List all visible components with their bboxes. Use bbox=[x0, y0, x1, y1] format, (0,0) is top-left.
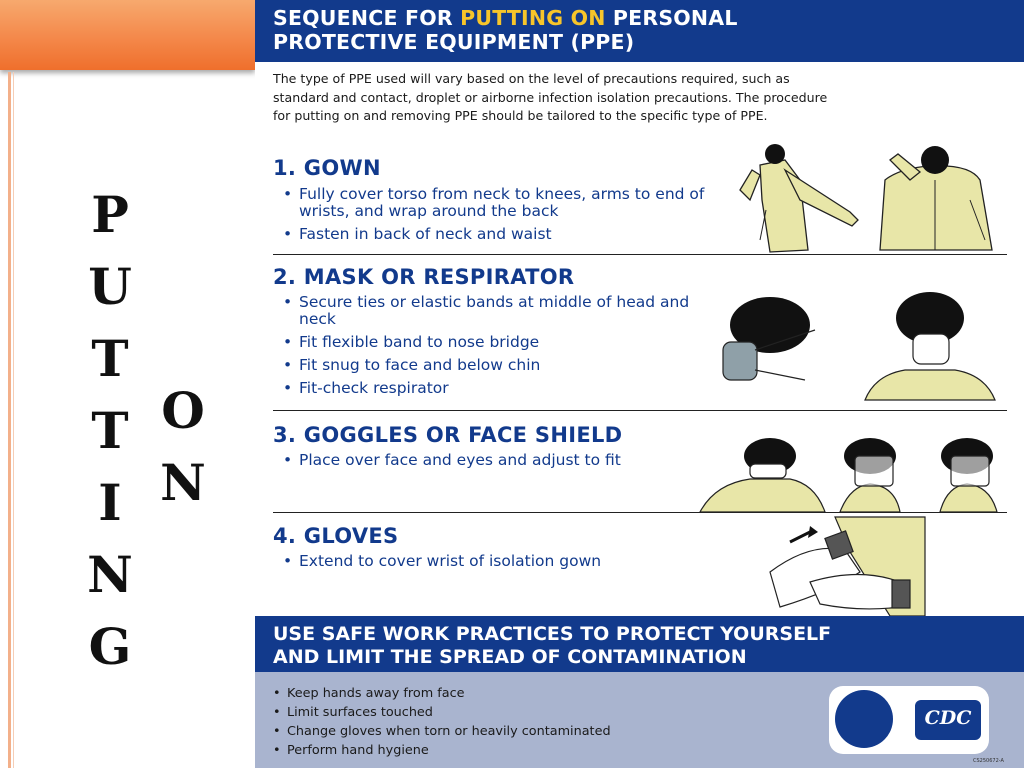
bullet: • Fasten in back of neck and waist bbox=[283, 226, 713, 243]
step-gown-title: 1. GOWN bbox=[273, 156, 381, 180]
bullet: • Place over face and eyes and adjust to fit bbox=[283, 452, 713, 469]
left-border-line bbox=[8, 72, 11, 768]
list-item: • Perform hand hygiene bbox=[271, 741, 611, 760]
step-gown-bullets bbox=[283, 186, 713, 249]
poster-header bbox=[255, 0, 1024, 62]
intro-line: standard and contact, droplet or airborne infection isolation precautions. The procedure bbox=[273, 89, 828, 105]
step-goggles-title: 3. GOGGLES OR FACE SHIELD bbox=[273, 423, 623, 447]
letter: I bbox=[98, 473, 122, 532]
step-gloves-title: 4. GLOVES bbox=[273, 524, 399, 548]
title-suffix: PERSONAL bbox=[605, 6, 738, 30]
letter: N bbox=[160, 453, 206, 512]
safe-practices-list bbox=[271, 684, 611, 760]
step-goggles-bullets bbox=[283, 452, 713, 475]
cdc-logo bbox=[829, 686, 989, 754]
cdc-wordmark bbox=[915, 700, 981, 740]
letter: T bbox=[91, 401, 129, 460]
ppe-poster bbox=[255, 0, 1024, 768]
gloves-illustration bbox=[750, 512, 950, 616]
bullet: • Fit flexible band to nose bridge bbox=[283, 334, 713, 351]
bullet: • Fully cover torso from neck to knees, arms to end of wrists, and wrap around the back bbox=[283, 186, 713, 220]
bullet: • Fit-check respirator bbox=[283, 380, 713, 397]
section-divider bbox=[273, 254, 1007, 255]
list-item: • Limit surfaces touched bbox=[271, 703, 611, 722]
orange-header-bar bbox=[0, 0, 255, 70]
intro-line: for putting on and removing PPE should be tailored to the specific type of PPE. bbox=[273, 108, 768, 123]
letter: O bbox=[161, 381, 205, 440]
intro-text bbox=[273, 70, 978, 126]
intro-line: The type of PPE used will vary based on the level of precautions required, such as bbox=[273, 71, 790, 86]
list-item: • Keep hands away from face bbox=[271, 684, 611, 703]
safe-practices-title bbox=[273, 623, 831, 669]
letter: N bbox=[87, 545, 133, 604]
document-code: CS250672-A bbox=[973, 758, 1004, 764]
hhs-seal-icon bbox=[835, 690, 893, 748]
step-mask-bullets bbox=[283, 294, 713, 403]
goggles-illustration bbox=[695, 434, 1015, 512]
letter: G bbox=[88, 617, 132, 676]
bullet: • Secure ties or elastic bands at middle of head and neck bbox=[283, 294, 713, 328]
title-highlight: PUTTING ON bbox=[460, 6, 606, 30]
letter: T bbox=[91, 329, 129, 388]
title-prefix: SEQUENCE FOR bbox=[273, 6, 461, 30]
step-gloves-bullets bbox=[283, 553, 713, 576]
bullet: • Extend to cover wrist of isolation gown bbox=[283, 553, 713, 570]
list-item: • Change gloves when torn or heavily contaminated bbox=[271, 722, 611, 741]
cdc-text: CDC bbox=[924, 707, 972, 729]
footer-title-line: USE SAFE WORK PRACTICES TO PROTECT YOURSELF bbox=[273, 623, 832, 645]
gown-illustration bbox=[730, 140, 1015, 255]
step-mask-title: 2. MASK OR RESPIRATOR bbox=[273, 265, 575, 289]
safe-practices-header bbox=[255, 616, 1024, 672]
poster-title bbox=[273, 6, 738, 54]
letter: U bbox=[88, 257, 132, 316]
mask-illustration bbox=[715, 290, 1015, 405]
left-border-line-inner bbox=[13, 72, 14, 768]
section-divider bbox=[273, 410, 1007, 411]
title-line-2: PROTECTIVE EQUIPMENT (PPE) bbox=[273, 30, 635, 54]
letter: P bbox=[91, 185, 129, 244]
bullet: • Fit snug to face and below chin bbox=[283, 357, 713, 374]
footer-title-line: AND LIMIT THE SPREAD OF CONTAMINATION bbox=[273, 646, 747, 668]
